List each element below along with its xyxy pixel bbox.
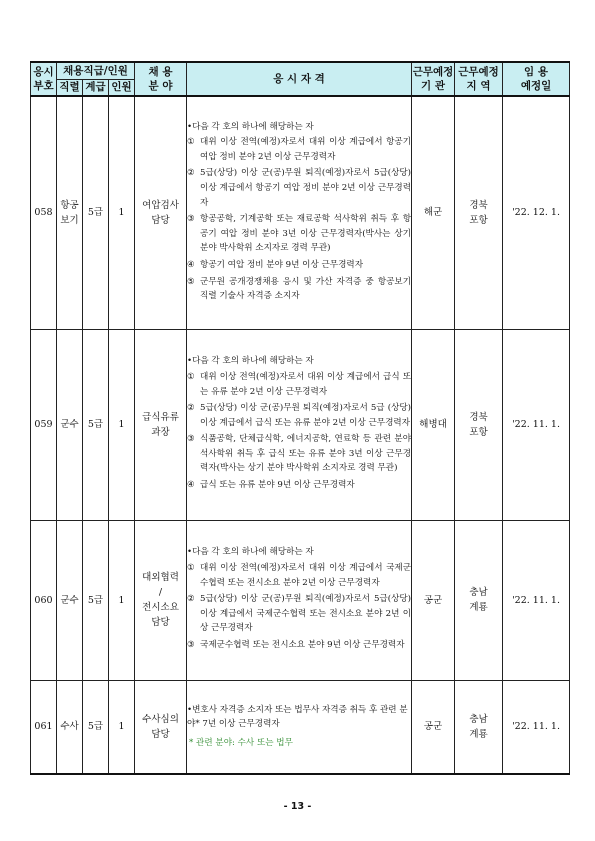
header-field: 채 용 분 야 [135, 62, 187, 96]
row-qualification [187, 96, 412, 329]
row-count: 1 [109, 520, 135, 680]
header-job: 직렬 [57, 79, 83, 96]
row-count: 1 [109, 329, 135, 520]
row-grade: 5급 [83, 520, 109, 680]
row-count: 1 [109, 96, 135, 329]
row-field: 여압검사 담당 [135, 96, 187, 329]
row-org: 해병대 [412, 329, 455, 520]
row-date: '22. 11. 1. [503, 520, 570, 680]
row-field: 수사심의 담당 [135, 680, 187, 774]
row-field: 대외협력 / 전시소요 담당 [135, 520, 187, 680]
row-job: 항공 보기 [57, 96, 83, 329]
qualification-item: ③ 식품공학, 단체급식학, 에너지공학, 연료학 등 관련 분야 석사학위 취득 후 급식 또는 유류 분야 3년 이상 근무경력자(박사는 상기 분야 박사학위 소지자로 경력 무관) [187, 434, 412, 474]
header-location: 근무예정 지 역 [455, 62, 503, 96]
header-org: 근무예정 기 관 [412, 62, 455, 96]
row-qualification [187, 520, 412, 680]
qualification-item: ② 5급(상당) 이상 군(공)무원 퇴직(예정)자로서 5급 (상당) 이상 계급에서 급식 또는 유류 분야 2년 이상 근무경력자 [187, 403, 412, 428]
header-grade: 계급 [83, 79, 109, 96]
row-qualification [187, 329, 412, 520]
row-job: 군수 [57, 520, 83, 680]
header-date: 임 용 예정일 [503, 62, 570, 96]
row-location: 충남 계룡 [455, 520, 503, 680]
header-qualification: 응 시 자 격 [187, 62, 412, 96]
header-count: 인원 [109, 79, 135, 96]
row-date: '22. 11. 1. [503, 680, 570, 774]
row-org: 공군 [412, 520, 455, 680]
row-grade: 5급 [83, 96, 109, 329]
qualification-item: ② 5급(상당) 이상 군(공)무원 퇴직(예정)자로서 5급(상당) 이상 계급에서 국제군수협력 또는 전시소요 분야 2년 이상 근무경력자 [187, 594, 412, 634]
qualification-intro: •변호사 자격증 소지자 또는 법무사 자격증 취득 후 관련 분야* 7년 이상 근무경력자 [187, 704, 408, 730]
row-grade: 5급 [83, 680, 109, 774]
qualification-item: ③ 국제군수협력 또는 전시소요 분야 9년 이상 근무경력자 [187, 639, 405, 650]
row-grade: 5급 [83, 329, 109, 520]
row-code: 060 [31, 520, 57, 680]
row-location: 경북 포항 [455, 329, 503, 520]
row-code: 061 [31, 680, 57, 774]
row-date: '22. 11. 1. [503, 329, 570, 520]
page-number: - 13 - [283, 801, 312, 812]
table-row [31, 329, 570, 520]
qualification-intro: •다음 각 호의 하나에 해당하는 자 [187, 356, 314, 367]
qualification-intro: •다음 각 호의 하나에 해당하는 자 [187, 121, 314, 132]
row-qualification [187, 680, 412, 774]
row-code: 058 [31, 96, 57, 329]
qualification-item: ① 대위 이상 전역(예정)자로서 대위 이상 계급에서 항공기 여압 정비 분야 2년 이상 근무경력자 [187, 137, 412, 162]
row-location: 경북 포항 [455, 96, 503, 329]
header-code: 응시 부호 [31, 62, 57, 96]
qualification-item: ① 대위 이상 전역(예정)자로서 대위 이상 계급에서 급식 또는 유류 분야 2년 이상 근무경력자 [187, 371, 412, 397]
row-job: 군수 [57, 329, 83, 520]
qualification-item: ④ 항공기 여압 정비 분야 9년 이상 근무경력자 [187, 260, 364, 271]
row-org: 공군 [412, 680, 455, 774]
row-code: 059 [31, 329, 57, 520]
row-org: 해군 [412, 96, 455, 329]
qualification-intro: •다음 각 호의 하나에 해당하는 자 [187, 547, 314, 558]
table-row [31, 520, 570, 680]
row-job: 수사 [57, 680, 83, 774]
qualification-item: ④ 급식 또는 유류 분야 9년 이상 근무경력자 [187, 480, 355, 491]
row-count: 1 [109, 680, 135, 774]
qualification-item: ⑤ 군무원 공개경쟁채용 응시 및 가산 자격증 중 항공보기 직렬 기술사 자격증 소지자 [187, 276, 412, 302]
qualification-item: ③ 항공공학, 기계공학 또는 재료공학 석사학위 취득 후 항공기 여압 정비 분야 3년 이상 근무경력자(박사는 상기 분야 박사학위 소지자로 경력 무관) [187, 214, 412, 254]
recruitment-table [30, 61, 570, 775]
qualification-item: ② 5급(상당) 이상 군(공)무원 퇴직(예정)자로서 5급(상당) 이상 계급에서 항공기 여압 정비 분야 2년 이상 근무경력자 [187, 168, 412, 208]
header-job-group: 채용직급/인원 [57, 62, 135, 79]
qualification-item: ① 대위 이상 전역(예정)자로서 대위 이상 계급에서 국제군수협력 또는 전시소요 분야 2년 이상 근무경력자 [187, 563, 412, 588]
row-date: '22. 12. 1. [503, 96, 570, 329]
table-row [31, 96, 570, 329]
row-location: 충남 계룡 [455, 680, 503, 774]
row-field: 급식유류 과장 [135, 329, 187, 520]
table-row [31, 680, 570, 774]
qualification-note: * 관련 분야: 수사 또는 법무 [189, 738, 293, 749]
